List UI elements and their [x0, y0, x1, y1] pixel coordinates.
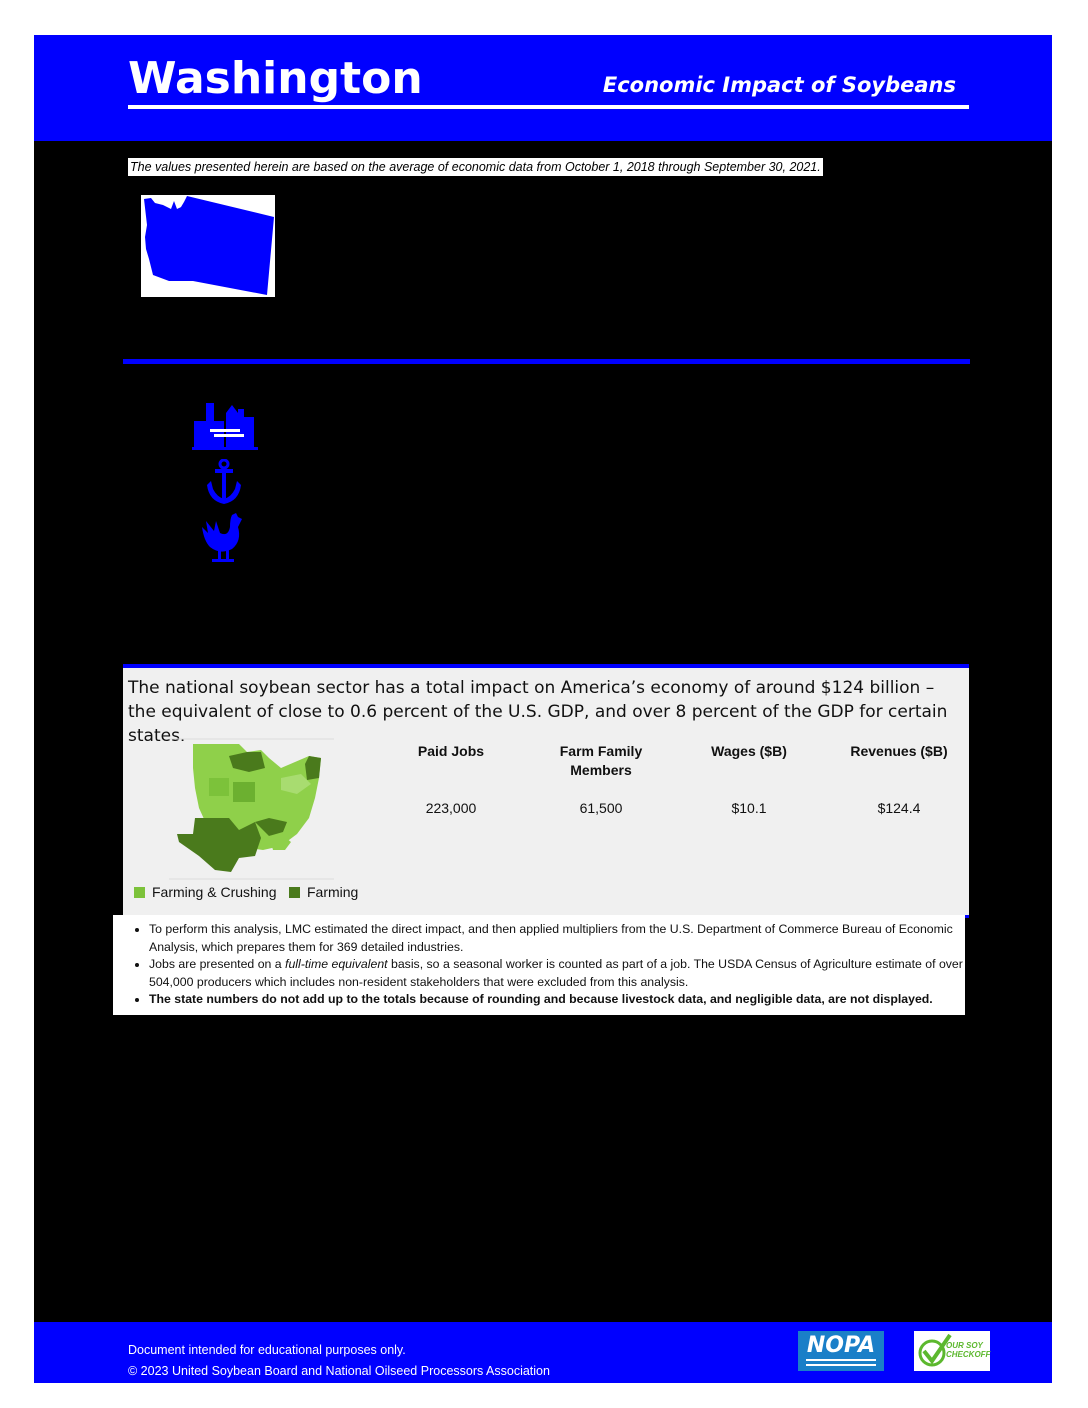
note-text: The state numbers do not add up to the totals because of rounding and because livestock data, and negligible data, are not displayed. [149, 992, 933, 1006]
section-rule [123, 359, 970, 364]
national-impact-panel [123, 664, 969, 918]
legend-farming [289, 884, 358, 900]
note-emphasis: full-time equivalent [285, 957, 388, 971]
nopa-logo [798, 1331, 884, 1371]
anchor-icon [205, 459, 243, 510]
note-item [149, 921, 965, 956]
column-header-wages: Wages ($B) [711, 743, 787, 759]
value-revenues: $124.4 [877, 800, 921, 816]
soy-checkoff-logo-text: OUR SOY CHECKOFF [946, 1341, 991, 1359]
value-paid-jobs: 223,000 [425, 800, 477, 816]
data-period-note: The values presented herein are based on the average of economic data from October 1, 2018 through September 30, 2021. [130, 160, 821, 174]
note-text: basis, so a seasonal worker is counted as part of a job. The USDA Census of Agriculture estimate of over 504,000 producers which includes non-resident stakeholders that were excluded from this analysis. [149, 957, 963, 989]
column-header-revenues: Revenues ($B) [850, 743, 948, 759]
us-soybean-states-map [169, 738, 334, 880]
value-wages: $10.1 [731, 800, 767, 816]
header-rule [128, 105, 969, 109]
methodology-notes [113, 915, 965, 1015]
header-banner [34, 35, 1052, 141]
factory-icon [192, 401, 258, 456]
nopa-logo-rule [806, 1359, 876, 1361]
nopa-logo-text: NOPA [806, 1333, 876, 1358]
chicken-icon [202, 513, 248, 568]
note-item [149, 956, 965, 991]
washington-state-shape-icon [141, 195, 275, 297]
note-item [149, 991, 965, 1009]
state-title: Washington [128, 53, 423, 104]
legend-farming-crushing [134, 884, 277, 900]
legend-swatch [289, 887, 300, 898]
column-header-farm-family-members: Farm Family Members [559, 743, 643, 778]
footer-copyright: © 2023 United Soybean Board and National Oilseed Processors Association [128, 1364, 550, 1378]
footer-banner [34, 1322, 1052, 1383]
note-text: Jobs are presented on a [149, 957, 286, 971]
value-farm-family-members: 61,500 [579, 800, 623, 816]
nopa-logo-rule [806, 1364, 876, 1366]
note-text: To perform this analysis, LMC estimated the direct impact, and then applied multipliers from the U.S. Department of Commerce Bureau of Economic Analysis, which prepares them for 369 detailed industries. [149, 922, 953, 954]
legend-label: Farming & Crushing [152, 884, 277, 900]
state-map [141, 195, 275, 297]
page [34, 35, 1052, 1383]
column-header-paid-jobs: Paid Jobs [417, 743, 485, 759]
national-summary: The national soybean sector has a total impact on America’s economy of around $124 billion – the equivalent of close to 0.6 percent of the U.S. GDP, and over 8 percent of the GDP for certain states. [128, 678, 948, 746]
soy-checkoff-logo [914, 1331, 990, 1371]
report-subtitle: Economic Impact of Soybeans [602, 73, 956, 97]
legend-label: Farming [307, 884, 359, 900]
legend-swatch [134, 887, 145, 898]
footer-disclaimer: Document intended for educational purposes only. [128, 1343, 406, 1357]
